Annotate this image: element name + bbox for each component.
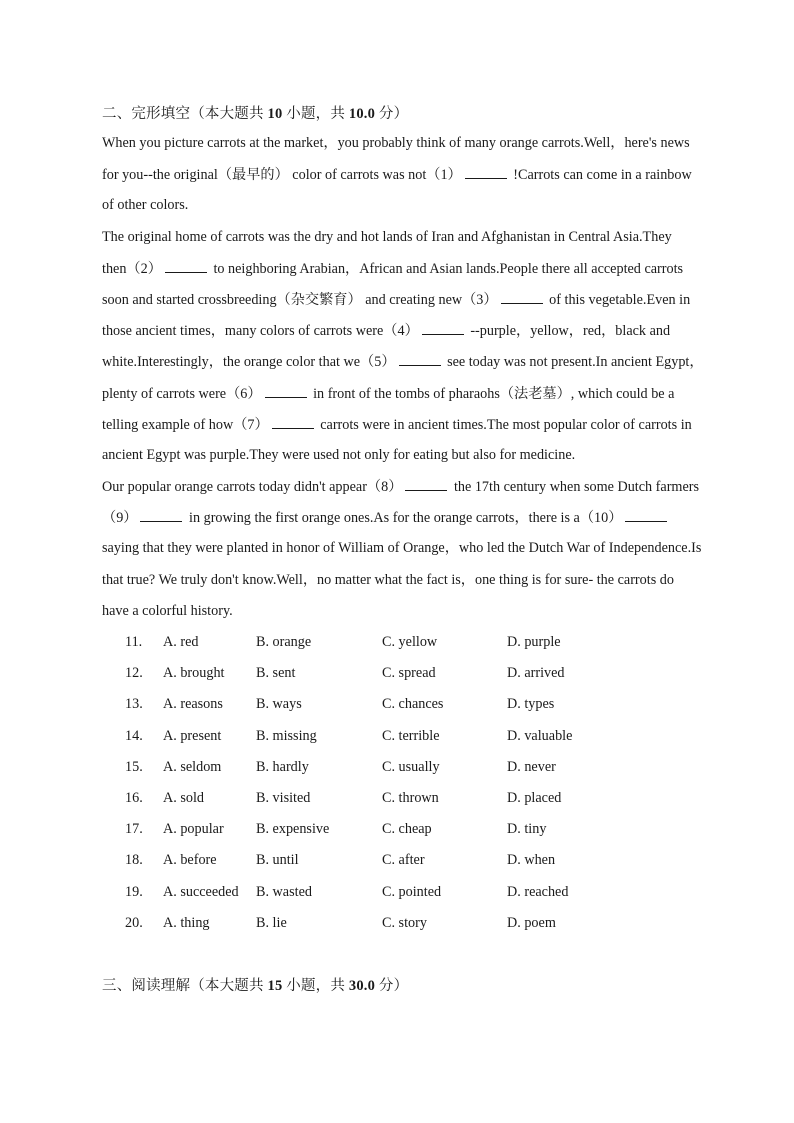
option-a: A. present	[163, 727, 222, 744]
question-row	[125, 726, 645, 757]
option-b: B. hardly	[256, 758, 309, 775]
option-c: C. after	[382, 852, 425, 869]
question-number: 16.	[125, 789, 143, 806]
option-d: D. types	[507, 696, 555, 713]
passage-line: white.Interestingly，the orange color that we（5） see today was not present.In ancient Egypt，	[102, 351, 702, 382]
blank-line	[625, 507, 667, 522]
option-b: B. lie	[256, 914, 287, 931]
passage-line: The original home of carrots was the dry and hot lands of Iran and Afghanistan in Central Asia.They	[102, 228, 672, 245]
blank-line	[405, 476, 447, 491]
question-row	[125, 663, 645, 694]
option-b: B. visited	[256, 789, 311, 806]
passage-line: telling example of how（7） carrots were in ancient times.The most popular color of carrots in	[102, 414, 702, 445]
question-row	[125, 913, 645, 944]
option-c: C. pointed	[382, 883, 442, 900]
question-number: 12.	[125, 665, 143, 682]
option-a: A. reasons	[163, 696, 223, 713]
section-heading-cloze: 二、完形填空（本大题共 10 小题，共 10.0 分）	[102, 106, 409, 122]
question-row	[125, 694, 645, 725]
passage-line: those ancient times，many colors of carrots were（4） --purple，yellow，red，black and	[102, 320, 702, 351]
option-d: D. tiny	[507, 821, 547, 838]
question-number: 19.	[125, 883, 143, 900]
question-row	[125, 819, 645, 850]
passage-line: saying that they were planted in honor of William of Orange，who led the Dutch War of Independence.Is	[102, 540, 702, 557]
option-d: D. valuable	[507, 727, 573, 744]
question-number: 20.	[125, 914, 143, 931]
passage-line: that true? We truly don't know.Well，no matter what the fact is，one thing is for sure- the carrots do	[102, 571, 674, 588]
option-c: C. yellow	[382, 634, 438, 650]
blank-line	[265, 383, 307, 398]
option-c: C. thrown	[382, 789, 439, 806]
option-a: A. before	[163, 852, 217, 869]
option-a: A. succeeded	[163, 883, 239, 900]
passage-line: then（2） to neighboring Arabian，African and Asian lands.People there all accepted carrots	[102, 258, 702, 289]
blank-line	[140, 507, 182, 522]
passage-line: soon and started crossbreeding（杂交繁育） and creating new（3） of this vegetable.Even in	[102, 289, 702, 320]
section-heading-reading: 三、阅读理解（本大题共 15 小题，共 30.0 分）	[102, 978, 409, 994]
option-b: B. ways	[256, 696, 302, 713]
option-c: C. chances	[382, 696, 444, 713]
passage-line: （9） in growing the first orange ones.As for the orange carrots，there is a（10）	[102, 507, 702, 538]
blank-line	[422, 320, 464, 335]
passage-line: ancient Egypt was purple.They were used not only for eating but also for medicine.	[102, 446, 576, 463]
answer-options	[125, 632, 645, 944]
option-d: D. purple	[507, 634, 561, 650]
option-b: B. orange	[256, 634, 312, 650]
question-row	[125, 850, 645, 881]
option-c: C. usually	[382, 758, 440, 775]
question-row	[125, 757, 645, 788]
option-c: C. spread	[382, 665, 436, 682]
question-number: 15.	[125, 758, 143, 775]
question-row	[125, 788, 645, 819]
blank-line	[399, 351, 441, 366]
option-b: B. until	[256, 852, 299, 869]
option-d: D. never	[507, 758, 556, 775]
blank-line	[165, 258, 207, 273]
question-number: 14.	[125, 727, 143, 744]
option-c: C. cheap	[382, 821, 432, 838]
option-d: D. reached	[507, 883, 569, 900]
passage-line: Our popular orange carrots today didn't appear（8） the 17th century when some Dutch farmers	[102, 476, 702, 507]
cloze-passage	[102, 133, 702, 632]
blank-line	[501, 289, 543, 304]
passage-line: When you picture carrots at the market，you probably think of many orange carrots.Well，here's news	[102, 135, 690, 151]
option-a: A. popular	[163, 821, 224, 838]
option-c: C. terrible	[382, 727, 440, 744]
option-a: A. thing	[163, 914, 210, 931]
option-b: B. missing	[256, 727, 317, 744]
question-number: 17.	[125, 821, 143, 838]
option-a: A. brought	[163, 665, 225, 682]
passage-line: plenty of carrots were（6） in front of the tombs of pharaohs（法老墓）, which could be a	[102, 383, 702, 414]
option-b: B. sent	[256, 665, 296, 682]
passage-line: of other colors.	[102, 197, 189, 214]
passage-line: have a colorful history.	[102, 602, 233, 619]
question-number: 13.	[125, 696, 143, 713]
question-number: 18.	[125, 852, 143, 869]
question-number: 11.	[125, 634, 143, 650]
option-b: B. expensive	[256, 821, 330, 838]
blank-line	[465, 164, 507, 179]
question-row	[125, 882, 645, 913]
question-row	[125, 632, 645, 663]
blank-line	[272, 414, 314, 429]
option-d: D. arrived	[507, 665, 565, 682]
option-a: A. seldom	[163, 758, 222, 775]
option-d: D. poem	[507, 914, 556, 931]
passage-line: for you--the original（最早的） color of carrots was not（1） !Carrots can come in a rainbow	[102, 164, 702, 195]
option-a: A. sold	[163, 789, 204, 806]
option-d: D. placed	[507, 789, 562, 806]
option-b: B. wasted	[256, 883, 312, 900]
option-c: C. story	[382, 914, 427, 931]
option-a: A. red	[163, 634, 199, 650]
option-d: D. when	[507, 852, 556, 869]
